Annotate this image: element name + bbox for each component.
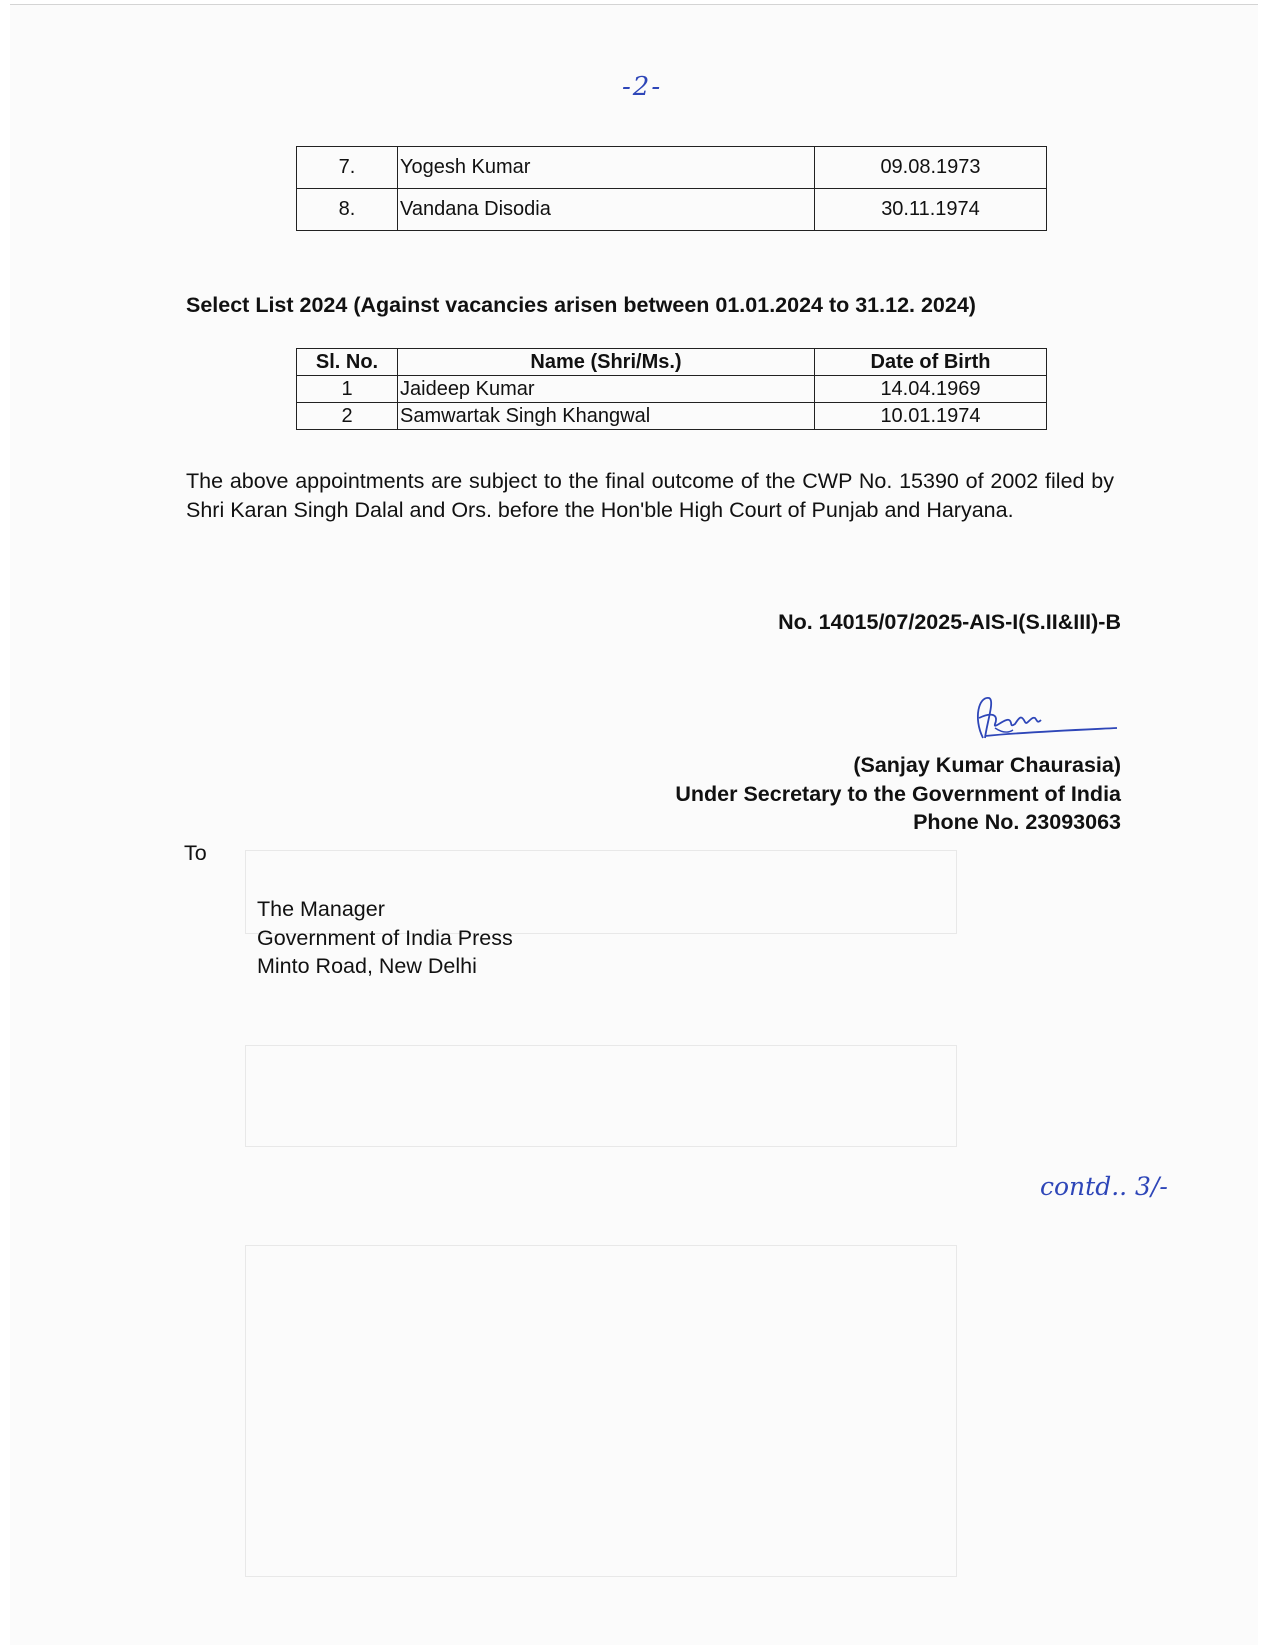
continued-table	[296, 146, 1047, 231]
sl-no-cell: 7.	[297, 147, 398, 189]
dob-cell: 30.11.1974	[815, 189, 1047, 231]
name-header: Name (Shri/Ms.)	[398, 349, 815, 376]
name-cell: Yogesh Kumar	[398, 147, 815, 189]
table-row	[297, 403, 1047, 430]
select-list-2024-heading: Select List 2024 (Against vacancies arisen between 01.01.2024 to 31.12. 2024)	[186, 293, 976, 317]
sl-no-cell: 1	[297, 376, 398, 403]
signatory-phone: Phone No. 23093063	[913, 810, 1121, 834]
to-label: To	[184, 841, 207, 865]
dob-header: Date of Birth	[815, 349, 1047, 376]
signatory-designation: Under Secretary to the Government of India	[675, 781, 1121, 806]
dob-cell: 14.04.1969	[815, 376, 1047, 403]
address-line: Minto Road, New Delhi	[257, 954, 477, 978]
file-number: No. 14015/07/2025-AIS-I(S.II&III)-B	[778, 610, 1121, 634]
table-row	[297, 147, 1047, 189]
sl-no-cell: 2	[297, 403, 398, 430]
signature-image	[965, 688, 1125, 746]
table-row	[297, 189, 1047, 231]
sl-no-header: Sl. No.	[297, 349, 398, 376]
name-cell: Samwartak Singh Khangwal	[398, 403, 815, 430]
court-case-note: The above appointments are subject to the final outcome of the CWP No. 15390 of 2002 filed by Shri Karan Singh Dalal and Ors. before the Hon'ble High Court of Punjab and Haryana.	[186, 469, 1114, 522]
address-line: Government of India Press	[257, 925, 513, 950]
name-cell: Jaideep Kumar	[398, 376, 815, 403]
continued-note: contd.. 3/-	[1040, 1172, 1168, 1201]
address-line: The Manager	[257, 897, 385, 921]
dob-cell: 09.08.1973	[815, 147, 1047, 189]
name-cell: Vandana Disodia	[398, 189, 815, 231]
select-list-2024-table	[296, 348, 1047, 430]
page-number: -2-	[622, 72, 663, 102]
signatory-name: (Sanjay Kumar Chaurasia)	[853, 753, 1121, 777]
table-row	[297, 376, 1047, 403]
recipient-address	[257, 895, 513, 981]
sl-no-cell: 8.	[297, 189, 398, 231]
dob-cell: 10.01.1974	[815, 403, 1047, 430]
signatory-block	[675, 751, 1121, 837]
table-header-row	[297, 349, 1047, 376]
